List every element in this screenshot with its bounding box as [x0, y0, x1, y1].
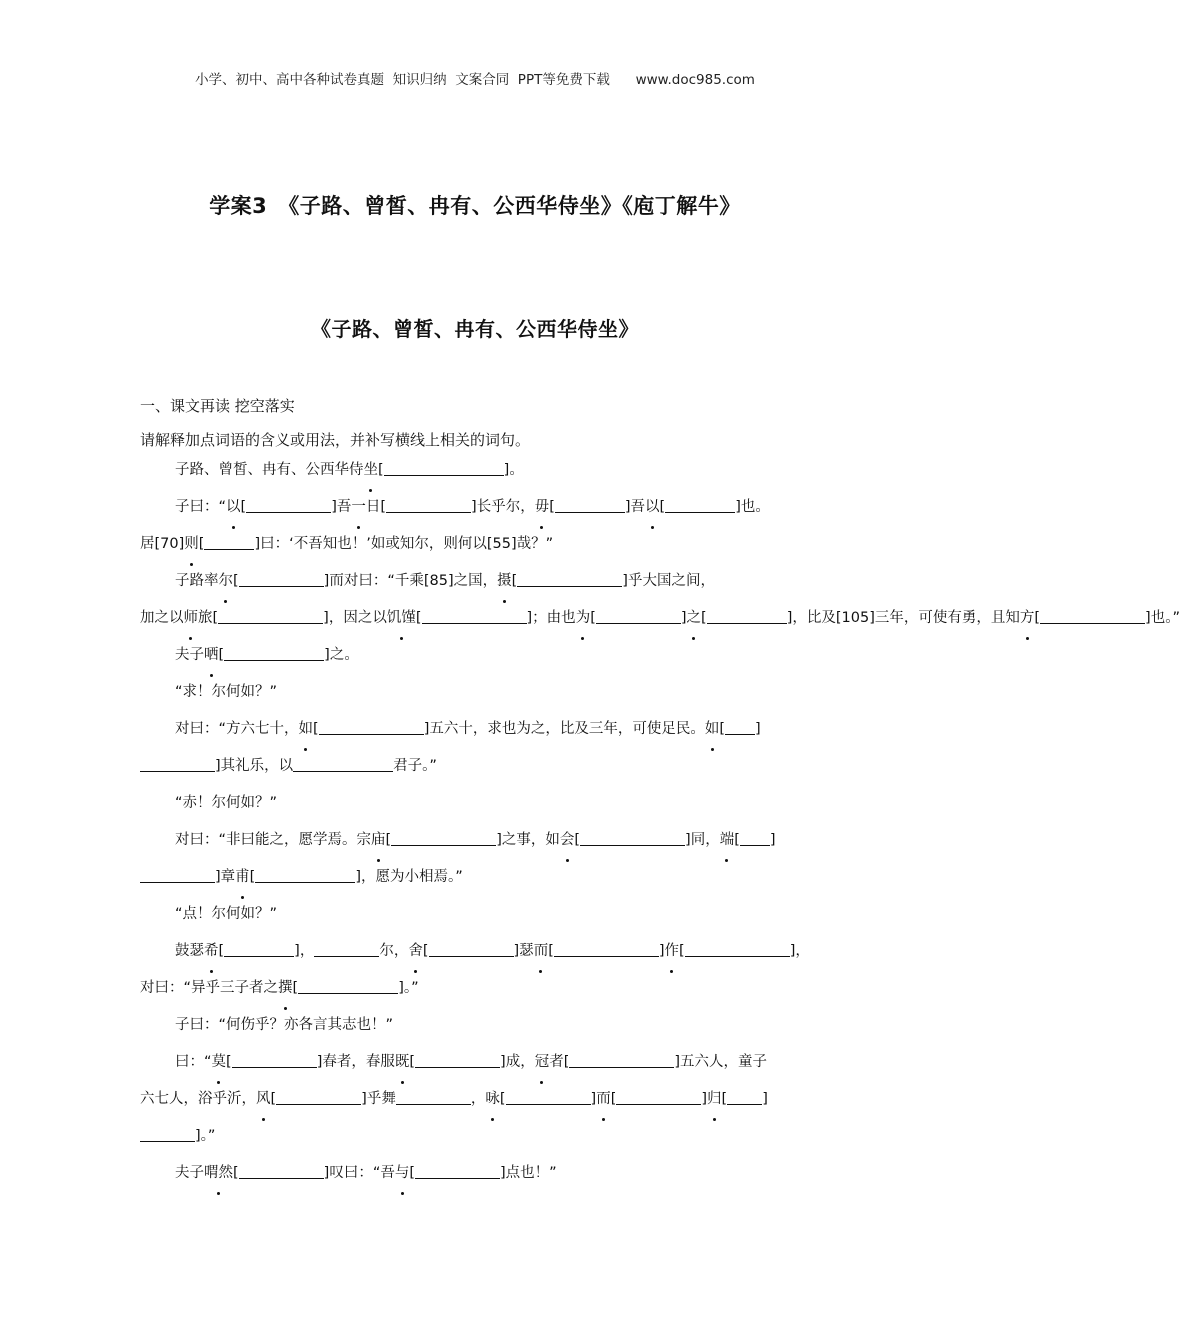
line-text: ]	[769, 832, 776, 848]
line-text: [	[378, 462, 384, 478]
line-text: 日[	[365, 499, 387, 515]
line-text: ]	[590, 1091, 597, 1107]
line-text: 君子。”	[393, 758, 437, 774]
line-text: ]五六十，求也为之，比及三年，可使足民。	[423, 721, 705, 737]
line-text: 85	[429, 573, 448, 589]
dotted-word: 莫	[212, 1044, 227, 1081]
dotted-word: 毋	[535, 489, 550, 526]
sub-title: 《子路、曾皙、冉有、公西华侍坐》	[311, 317, 639, 341]
dotted-word: 冠	[535, 1044, 550, 1081]
line-text: [	[233, 573, 239, 589]
line-text: ]哉？”	[510, 536, 554, 552]
line-text: ]点也！”	[500, 1165, 557, 1181]
header-text: 小学、初中、高中各种试卷真题 知识归纳 文案合同 PPT等免费下载	[195, 72, 610, 88]
answer-blank[interactable]	[255, 868, 355, 884]
line-text: 者[	[549, 1054, 570, 1070]
page-header	[0, 68, 950, 88]
answer-blank[interactable]	[246, 498, 331, 514]
answer-blank[interactable]	[391, 831, 496, 847]
line-text: [	[409, 1165, 416, 1181]
line-text: 55	[492, 536, 511, 552]
exercise-line	[140, 674, 812, 711]
exercise-line	[140, 1155, 812, 1192]
dotted-word: 风	[256, 1081, 271, 1118]
dotted-word: 方	[1020, 600, 1035, 637]
line-text: [	[499, 1091, 506, 1107]
exercise-line	[140, 748, 812, 785]
line-text: ]，因之以	[323, 610, 387, 626]
exercise-line	[140, 1044, 812, 1081]
answer-blank[interactable]	[239, 1164, 324, 1180]
exercise-line	[140, 859, 812, 896]
dotted-word: 之	[687, 600, 702, 637]
line-text: 子曰：“	[175, 499, 227, 515]
line-text: 70	[160, 536, 179, 552]
answer-blank[interactable]	[140, 868, 215, 884]
line-text: ]	[762, 1091, 768, 1107]
dotted-word: 舍	[408, 933, 423, 970]
line-text: ]乎大国之间，	[622, 573, 715, 589]
dotted-word: 为	[576, 600, 591, 637]
dotted-word: 希	[204, 933, 219, 970]
line-text: [	[198, 536, 205, 552]
exercise-content	[140, 452, 1180, 1192]
answer-blank[interactable]	[140, 1127, 195, 1143]
dotted-word: 会	[560, 822, 575, 859]
line-text: ]也。	[735, 499, 770, 515]
line-text: 子曰：“何	[175, 1017, 241, 1033]
answer-blank[interactable]	[725, 720, 755, 736]
dotted-word: 哂	[204, 637, 219, 674]
answer-blank[interactable]	[1040, 609, 1145, 625]
exercise-line	[140, 896, 812, 933]
line-text: [	[240, 499, 247, 515]
line-text: ]同，	[685, 832, 720, 848]
answer-blank[interactable]	[740, 831, 770, 847]
line-text: ]	[658, 943, 665, 959]
answer-blank[interactable]	[555, 498, 625, 514]
line-text: ]。”	[398, 980, 419, 996]
line-text: ]，比及[	[786, 610, 842, 626]
line-text: [	[313, 721, 319, 737]
answer-blank[interactable]	[298, 979, 398, 995]
line-text: [	[218, 943, 225, 959]
dotted-word: 甫	[235, 859, 250, 896]
answer-blank[interactable]	[616, 1090, 701, 1106]
dotted-word: 饥馑	[387, 600, 416, 637]
line-text: [	[719, 721, 726, 737]
dotted-word: 撰	[278, 970, 293, 1007]
exercise-line	[140, 822, 812, 859]
exercise-line	[140, 1081, 812, 1118]
line-text: 居[	[140, 536, 161, 552]
line-text: [	[292, 980, 299, 996]
exercise-line	[140, 526, 812, 563]
line-text: ]	[755, 721, 761, 737]
exercise-line	[140, 600, 1180, 637]
dotted-word: 则	[184, 526, 199, 563]
line-text: [	[721, 1091, 728, 1107]
line-text: 夫子	[175, 647, 204, 663]
answer-blank[interactable]	[596, 609, 681, 625]
line-text: “求！尔何如？”	[175, 684, 278, 700]
line-text: ]，	[789, 943, 810, 959]
line-text: [	[270, 1091, 277, 1107]
line-text: 对曰：“	[140, 980, 192, 996]
line-text: 六七人，浴乎沂，	[140, 1091, 256, 1107]
answer-blank[interactable]	[580, 831, 685, 847]
dotted-word: 归	[707, 1081, 722, 1118]
line-text: [	[734, 832, 740, 848]
exercise-line	[140, 1118, 812, 1155]
line-text: [	[610, 1091, 617, 1107]
line-text: [	[679, 943, 685, 959]
dotted-word: 与	[395, 1155, 410, 1192]
dotted-word: 以	[226, 489, 241, 526]
line-text: 旅[	[198, 610, 219, 626]
answer-blank[interactable]	[319, 720, 424, 736]
dotted-word: 喟然	[204, 1155, 233, 1192]
line-text: [	[548, 943, 554, 959]
line-text: [	[701, 610, 707, 626]
answer-blank[interactable]	[204, 535, 254, 551]
line-text: 105	[841, 610, 870, 626]
answer-blank[interactable]	[218, 609, 323, 625]
line-text: ]章	[215, 869, 236, 885]
line-text: ]成，	[500, 1054, 535, 1070]
line-text: 夫子	[175, 1165, 204, 1181]
dotted-word: 尔	[219, 563, 234, 600]
answer-blank[interactable]	[517, 572, 622, 588]
answer-blank[interactable]	[293, 757, 393, 773]
dotted-word: 摄	[497, 563, 512, 600]
line-text: [	[249, 869, 256, 885]
line-text: 伤	[240, 1017, 256, 1033]
answer-blank[interactable]	[415, 1164, 500, 1180]
answer-blank[interactable]	[140, 757, 215, 773]
line-text: ]三年，可使有勇，且知	[869, 610, 1020, 626]
answer-blank[interactable]	[422, 609, 527, 625]
exercise-line	[140, 452, 812, 489]
header-url: www.doc985.com	[635, 72, 755, 88]
answer-blank[interactable]	[665, 498, 735, 514]
answer-blank[interactable]	[429, 942, 514, 958]
line-text: ]之事，如	[496, 832, 560, 848]
line-text: [	[409, 1054, 416, 1070]
answer-blank[interactable]	[386, 498, 471, 514]
dotted-word: 而	[534, 933, 549, 970]
line-text: [	[226, 1054, 232, 1070]
answer-blank[interactable]	[707, 609, 787, 625]
line-text: ，	[470, 1091, 486, 1107]
line-text: 子路率	[175, 573, 219, 589]
answer-blank[interactable]	[415, 1053, 500, 1069]
answer-blank[interactable]	[384, 461, 504, 477]
line-text: 加之以	[140, 610, 184, 626]
line-text: ]。”	[195, 1128, 216, 1144]
exercise-line	[140, 563, 812, 600]
exercise-line	[140, 1007, 812, 1044]
dotted-word: 如	[705, 711, 720, 748]
main-title: 学案3 《子路、曾皙、冉有、公西华侍坐》《庖丁解牛》	[209, 194, 741, 218]
answer-blank[interactable]	[506, 1090, 591, 1106]
answer-blank[interactable]	[276, 1090, 361, 1106]
exercise-line	[140, 970, 812, 1007]
line-text: “点！尔何如？”	[175, 906, 278, 922]
line-text: ]；由也	[526, 610, 576, 626]
line-text: [	[1034, 610, 1041, 626]
answer-blank[interactable]	[396, 1090, 471, 1106]
line-text: ]吾	[624, 499, 646, 515]
line-text: ]叹曰：“吾	[323, 1165, 395, 1181]
line-text: [	[511, 573, 518, 589]
dotted-word: 咏	[485, 1081, 500, 1118]
exercise-line	[140, 637, 812, 674]
answer-blank[interactable]	[232, 1053, 317, 1069]
line-text: ]也。”	[1145, 610, 1180, 626]
line-text: [	[574, 832, 581, 848]
dotted-word: 坐	[364, 452, 379, 489]
line-text: ]乎舞	[361, 1091, 396, 1107]
line-text: ]春者，春服	[316, 1054, 395, 1070]
line-text: [	[549, 499, 555, 515]
line-text: ]吾	[331, 499, 352, 515]
line-text: ]，愿为小相焉。”	[355, 869, 463, 885]
line-text: 子路、曾皙、冉有、公西华侍	[175, 462, 364, 478]
line-text: 乎？亦各言其志也！”	[255, 1017, 394, 1033]
section-heading: 一、课文再读 挖空落实	[140, 397, 295, 415]
line-text: ]五六人，童子	[674, 1054, 768, 1070]
line-text: 对曰：“方六七十，	[175, 721, 299, 737]
line-text: [	[218, 647, 225, 663]
dotted-word: 一	[351, 489, 366, 526]
line-text: [	[385, 832, 392, 848]
line-text: ]	[701, 1091, 708, 1107]
answer-blank[interactable]	[554, 942, 659, 958]
line-text: ]	[680, 610, 687, 626]
answer-blank[interactable]	[314, 942, 379, 958]
line-text: [	[233, 1165, 239, 1181]
line-text: 曰：“	[175, 1054, 212, 1070]
line-text: ]，	[294, 943, 315, 959]
line-text: 乎三子者之	[205, 980, 279, 996]
dotted-word: 而	[596, 1081, 611, 1118]
answer-blank[interactable]	[569, 1053, 674, 1069]
answer-blank[interactable]	[224, 942, 294, 958]
line-text: [	[415, 610, 422, 626]
exercise-line	[140, 933, 812, 970]
dotted-word: 以	[645, 489, 660, 526]
dotted-word: 如	[299, 711, 314, 748]
exercise-line	[140, 711, 812, 748]
instruction: 请解释加点词语的含义或用法，并补写横线上相关的词句。	[140, 431, 531, 449]
line-text: ]曰：‘不吾知也！’如或知尔，则何以[	[254, 536, 493, 552]
line-text: [	[590, 610, 596, 626]
line-text: [	[659, 499, 666, 515]
line-text: ]瑟	[513, 943, 534, 959]
line-text: 异	[191, 980, 206, 996]
line-text: ]。	[503, 462, 524, 478]
answer-blank[interactable]	[239, 572, 324, 588]
dotted-word: 端	[720, 822, 735, 859]
answer-blank[interactable]	[727, 1090, 762, 1106]
line-text: ]之。	[324, 647, 359, 663]
line-text: 对曰：“非曰能之，愿学焉。宗	[175, 832, 372, 848]
exercise-line	[140, 785, 812, 822]
dotted-word: 作	[665, 933, 680, 970]
line-text: ]之国，	[447, 573, 498, 589]
line-text: ]而对曰：“千乘[	[323, 573, 430, 589]
dotted-word: 既	[395, 1044, 410, 1081]
line-text: [	[422, 943, 429, 959]
line-text: ]长乎尔，	[471, 499, 535, 515]
line-text: 鼓瑟	[175, 943, 204, 959]
dotted-word: 师	[184, 600, 199, 637]
answer-blank[interactable]	[685, 942, 790, 958]
answer-blank[interactable]	[224, 646, 324, 662]
line-text: ]	[178, 536, 185, 552]
line-text: 尔，	[379, 943, 409, 959]
exercise-line	[140, 489, 812, 526]
line-text: “赤！尔何如？”	[175, 795, 278, 811]
dotted-word: 庙	[371, 822, 386, 859]
line-text: ]其礼乐，以	[215, 758, 294, 774]
